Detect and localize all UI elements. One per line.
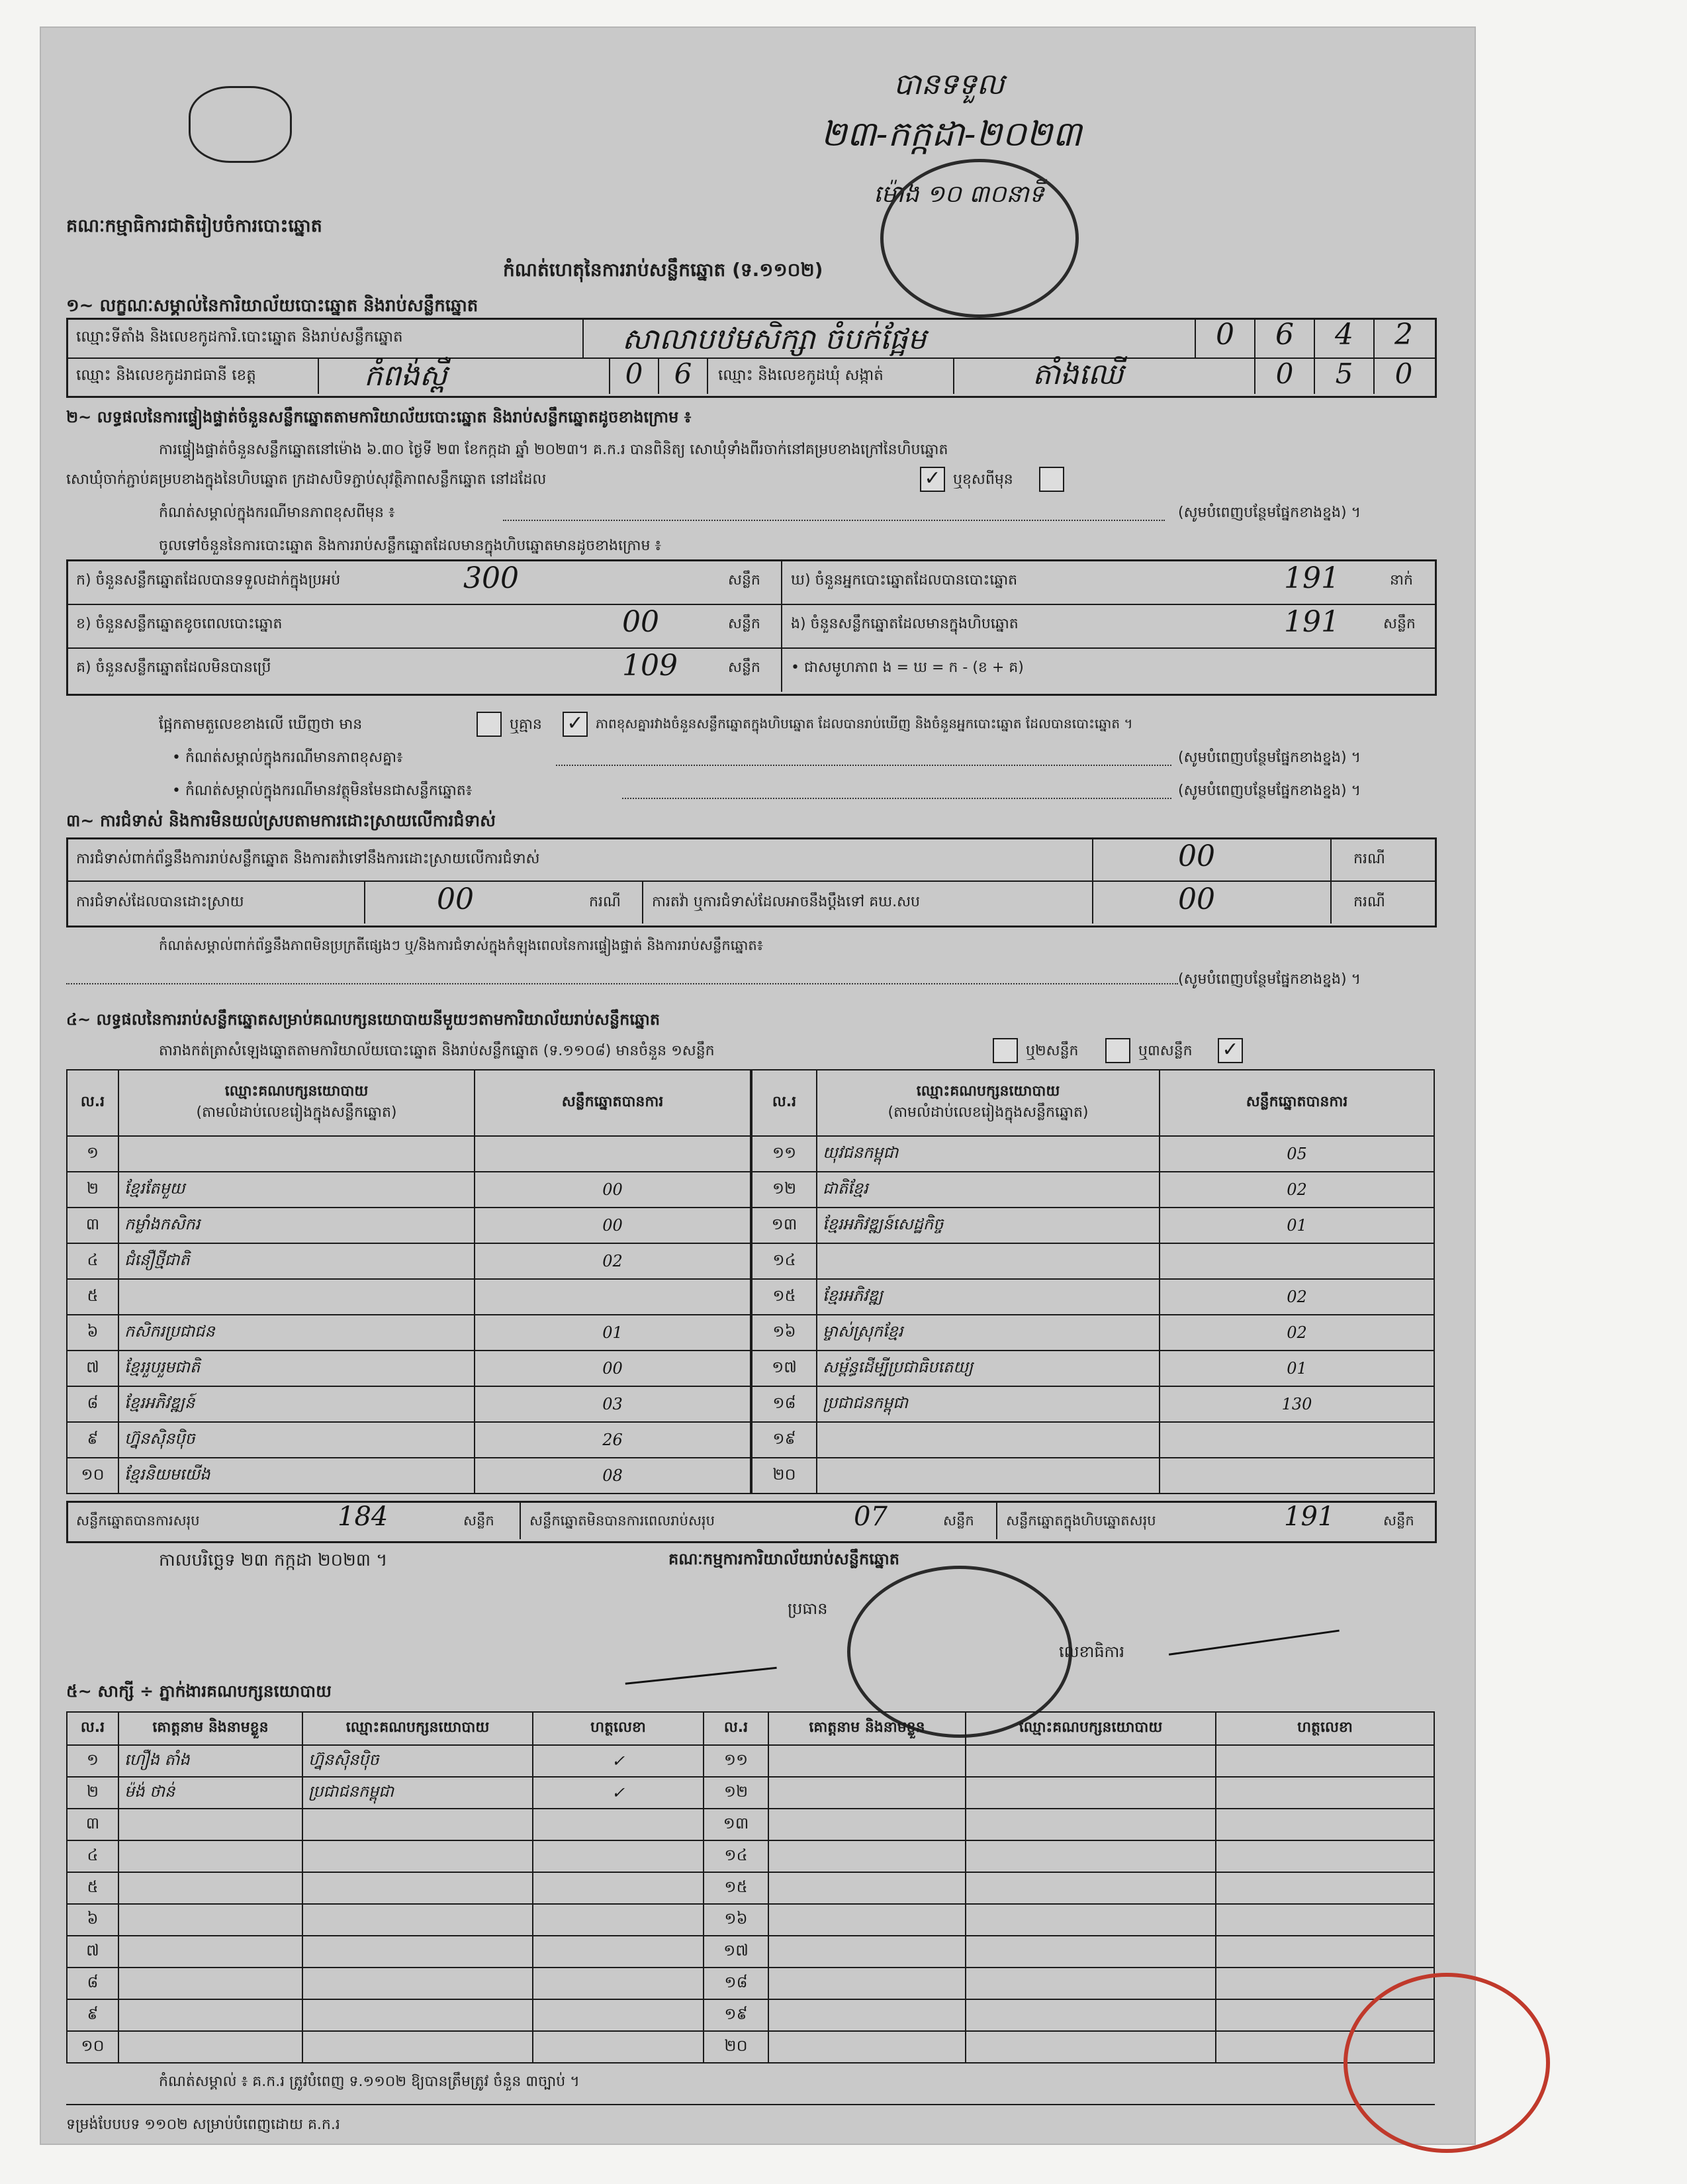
party-name: ខ្មែររួបរួមជាតិ: [118, 1351, 475, 1386]
handwritten-received: បានទទួល: [893, 68, 1005, 101]
table-row: [67, 1745, 1434, 1777]
table-row: [67, 1840, 1434, 1872]
gh-unit: នាក់: [1390, 572, 1413, 589]
row-no: ៥: [67, 1872, 118, 1904]
seal-changed-label: ឬខុសពីមុន: [953, 471, 1013, 488]
bullet2-fill: (សូមបំពេញបន្ថែមផ្នែកខាងខ្នង) ។: [1178, 783, 1361, 799]
row-no: ៨: [67, 1386, 118, 1422]
witness-party: [966, 2031, 1216, 2063]
witness-party: [966, 1777, 1216, 1809]
section1-row1-label: ឈ្មោះទីតាំង និងលេខកូដការិ.បោះឆ្នោត និងរាប់សន្លឹកឆ្នោត: [76, 328, 403, 346]
party-votes: 01: [475, 1315, 751, 1351]
total-box-label: សន្លឹកឆ្នោតក្នុងហិបឆ្នោតសរុប: [1006, 1513, 1156, 1529]
row-no: ១: [67, 1136, 118, 1172]
party-votes: 02: [1160, 1172, 1434, 1208]
table-row: [752, 1136, 1434, 1172]
row-no: ៩: [67, 1422, 118, 1458]
k-unit: សន្លឹក: [728, 572, 760, 589]
location-code: 0 6 4 2: [1195, 318, 1433, 357]
gh-label: ឃ) ចំនួនអ្នកបោះឆ្នោតដែលបានបោះឆ្នោត: [791, 572, 1018, 589]
row-no: ១៩: [752, 1422, 817, 1458]
section5-heading: ៥~ សាក្សី ÷ ភ្នាក់ងារគណបក្សនយោបាយ: [66, 1682, 332, 1701]
total-valid-label: សន្លឹកឆ្នោតបានការសរុប: [76, 1513, 200, 1529]
witness-sign: [1216, 1840, 1434, 1872]
witness-name: [768, 1999, 966, 2031]
party-votes: [1160, 1243, 1434, 1279]
table-row: [67, 1208, 751, 1243]
party-votes: 00: [475, 1172, 751, 1208]
witness-name: [768, 1904, 966, 1936]
objection-row2-label: ការជំទាស់ដែលបានដោះស្រាយ: [76, 894, 244, 910]
witness-name: [118, 1999, 302, 2031]
witness-party: [966, 1809, 1216, 1840]
results-table-left: [66, 1069, 751, 1494]
row-no: ១២: [752, 1172, 817, 1208]
witness-party: [302, 1936, 533, 1968]
formula: • ជាសមូហភាព ង = ឃ = ក - (ខ + គ): [791, 659, 1024, 676]
total-invalid-unit: សន្លឹក: [943, 1513, 974, 1529]
date-line: កាលបរិច្ឆេទ ២៣ កក្កដា ២០២៣ ។: [159, 1550, 388, 1570]
witness-name: [768, 1968, 966, 1999]
table-row: [752, 1243, 1434, 1279]
table-row: [67, 1458, 751, 1494]
party-name: ខ្មែរអភិវឌ្ឍន៍សេដ្ឋកិច្ច: [817, 1208, 1160, 1243]
witness-sign: [533, 2031, 704, 2063]
table-row: [752, 1351, 1434, 1386]
table-row: [67, 1872, 1434, 1904]
row-no: ៦: [67, 1904, 118, 1936]
discrepancy-yes-checkbox[interactable]: [477, 712, 502, 737]
table-row: [67, 1999, 1434, 2031]
section2-note1-fill: (សូមបំពេញបន្ថែមផ្នែកខាងខ្នង) ។: [1178, 504, 1361, 521]
row-no: ១៦: [704, 1904, 768, 1936]
section2-para4b: ឬគ្មាន: [510, 716, 542, 733]
row-no: ១០: [67, 2031, 118, 2063]
witness-sign: [1216, 1777, 1434, 1809]
ko-value: 109: [622, 649, 678, 683]
row-no: ១៨: [704, 1968, 768, 1999]
row-no: ១១: [752, 1136, 817, 1172]
witness-name: [118, 1809, 302, 1840]
row-no: ១៣: [752, 1208, 817, 1243]
k-value: 300: [463, 561, 519, 595]
table-row: [67, 1279, 751, 1315]
party-votes: 08: [475, 1458, 751, 1494]
witness-name: [118, 1968, 302, 1999]
witness-party: [302, 2031, 533, 2063]
witness-name: ម៉ង់ ថាន់: [118, 1777, 302, 1809]
party-name: ខ្មែរអភិវឌ្ឍន៍: [118, 1386, 475, 1422]
witness-name: [118, 2031, 302, 2063]
section2-para4a: ផ្អែកតាមតួលេខខាងលើ ឃើញថា មាន: [159, 716, 363, 733]
chair-signature: [619, 1614, 776, 1685]
sheets-1-checkbox[interactable]: [993, 1038, 1018, 1063]
table-row: [67, 1936, 1434, 1968]
witness-party: [966, 1840, 1216, 1872]
commune-name: តាំងឈើ: [1032, 357, 1124, 391]
witness-name: [768, 1872, 966, 1904]
row-no: ២: [67, 1172, 118, 1208]
bullet1-fill: (សូមបំពេញបន្ថែមផ្នែកខាងខ្នង) ។: [1178, 749, 1361, 766]
table-row: [752, 1458, 1434, 1494]
row-no: ១៦: [752, 1315, 817, 1351]
k-label: ក) ចំនួនសន្លឹកឆ្នោតដែលបានទទួលដាក់ក្នុងប្រអប់: [76, 572, 341, 589]
witness-name: [118, 1840, 302, 1872]
witness-sign: ✓: [533, 1745, 704, 1777]
section4-heading: ៤~ លទ្ធផលនៃការរាប់សន្លឹកឆ្នោតសម្រាប់គណបក្សនយោបាយនីមួយៗតាមការិយាល័យរាប់សន្លឹកឆ្នោត: [66, 1010, 661, 1029]
objection-row2b-unit: ករណី: [1353, 894, 1385, 910]
ng-value: 191: [1284, 605, 1340, 639]
handwritten-date: ២៣-កក្កដា-២០២៣: [821, 115, 1082, 154]
footer: ទម្រង់បែបបទ ១១០២ សម្រាប់បំពេញដោយ គ.ក.រ: [66, 2116, 340, 2133]
row-no: ៥: [67, 1279, 118, 1315]
col-party: ឈ្មោះគណបក្សនយោបាយ (តាមលំដាប់លេខរៀងក្នុងសន្លឹកឆ្នោត): [118, 1070, 475, 1136]
row-no: ១៥: [752, 1279, 817, 1315]
table-row: [67, 1136, 751, 1172]
kh-value: 00: [622, 605, 659, 639]
row-no: ១៤: [752, 1243, 817, 1279]
table-row: [67, 1777, 1434, 1809]
footnote: កំណត់សម្គាល់ ៖ គ.ក.រ ត្រូវបំពេញ ទ.១១០២ ឱ្យបានត្រឹមត្រូវ ចំនួន ៣ច្បាប់ ។: [159, 2073, 580, 2090]
witness-sign: [533, 1840, 704, 1872]
party-votes: 00: [475, 1208, 751, 1243]
col-votes: សន្លឹកឆ្នោតបានការ: [475, 1070, 751, 1136]
party-name: [118, 1279, 475, 1315]
section3-fill: (សូមបំពេញបន្ថែមផ្នែកខាងខ្នង) ។: [1178, 971, 1361, 988]
witness-sign: [533, 1904, 704, 1936]
witness-name: [118, 1936, 302, 1968]
total-box-unit: សន្លឹក: [1383, 1513, 1414, 1529]
witness-party: [966, 1999, 1216, 2031]
secretary-signature: [1162, 1584, 1340, 1655]
row-no: ២០: [752, 1458, 817, 1494]
total-valid-unit: សន្លឹក: [463, 1513, 494, 1529]
row-no: ១៧: [704, 1936, 768, 1968]
party-name: កសិករប្រជាជន: [118, 1315, 475, 1351]
party-name: [118, 1136, 475, 1172]
form-title: កំណត់ហេតុនៃការរាប់សន្លឹកឆ្នោត (ទ.១១០២): [503, 259, 823, 281]
witness-party: [302, 1872, 533, 1904]
party-votes: 130: [1160, 1386, 1434, 1422]
witness-name: [768, 1745, 966, 1777]
row-no: ២០: [704, 2031, 768, 2063]
section2-para4c: ភាពខុសគ្នារវាងចំនួនសន្លឹកឆ្នោតក្នុងហិបឆ្នោត ដែលបានរាប់ឃើញ និងចំនួនអ្នកបោះឆ្នោត ដែលបានបោះឆ្នោត ។: [596, 716, 1133, 732]
party-votes: 26: [475, 1422, 751, 1458]
party-votes: 02: [475, 1243, 751, 1279]
witness-name: [768, 2031, 966, 2063]
row-no: ១២: [704, 1777, 768, 1809]
table-row: [67, 1386, 751, 1422]
row-no: ១៨: [752, 1386, 817, 1422]
objection-row1-unit: ករណី: [1353, 851, 1385, 867]
party-votes: [475, 1136, 751, 1172]
table-row: [67, 1243, 751, 1279]
results-table-right: [751, 1069, 1435, 1494]
row-no: ១៧: [752, 1351, 817, 1386]
nec-emblem: [189, 86, 292, 163]
secretary-label: លេខាធិការ: [1059, 1642, 1125, 1661]
section1-heading: ១~ លក្ខណៈសម្គាល់នៃការិយាល័យបោះឆ្នោត និងរាប់សន្លឹកឆ្នោត: [66, 296, 479, 316]
witness-name: [768, 1936, 966, 1968]
row-no: ១: [67, 1745, 118, 1777]
witness-party: ហ្វ៊ុនស៊ិនប៉ិច: [302, 1745, 533, 1777]
objection-row2-value: 00: [437, 882, 474, 916]
row-no: ៤: [67, 1840, 118, 1872]
ng-label: ង) ចំនួនសន្លឹកឆ្នោតដែលមានក្នុងហិបឆ្នោត: [791, 616, 1019, 632]
witness-party: [302, 1840, 533, 1872]
party-name: [817, 1243, 1160, 1279]
witness-party: [302, 1809, 533, 1840]
table-row: [67, 2031, 1434, 2063]
party-votes: [475, 1279, 751, 1315]
section3-note: កំណត់សម្គាល់ពាក់ព័ន្ធនឹងភាពមិនប្រក្រតីផ្សេងៗ ឬ/និងការជំទាស់ក្នុងកំឡុងពេលនៃការផ្ទៀងផ្ទាត់ និងការរាប់សន្លឹកឆ្នោត៖: [159, 937, 763, 953]
witness-party: [966, 1872, 1216, 1904]
witness-name: [768, 1777, 966, 1809]
table-row: [67, 1904, 1434, 1936]
kh-label: ខ) ចំនួនសន្លឹកឆ្នោតខូចពេលបោះឆ្នោត: [76, 616, 283, 632]
receipt-stamp: [880, 159, 1079, 318]
party-name: ខ្មែរអភិវឌ្ឍ: [817, 1279, 1160, 1315]
objection-row2-unit: ករណី: [589, 894, 621, 910]
objection-row2b-value: 00: [1178, 882, 1215, 916]
witness-party: ប្រជាជនកម្ពុជា: [302, 1777, 533, 1809]
witness-party: [966, 1936, 1216, 1968]
committee-sign: គណៈកម្មការការិយាល័យរាប់សន្លឹកឆ្នោត: [668, 1550, 899, 1568]
witness-sign: [1216, 1904, 1434, 1936]
commune-code: 0 5 0: [1254, 357, 1433, 394]
table-row: [752, 1172, 1434, 1208]
witness-sign: [1216, 1936, 1434, 1968]
party-votes: 03: [475, 1386, 751, 1422]
party-name: ម្ចាស់ស្រុកខ្មែរ: [817, 1315, 1160, 1351]
section1-row2-label: ឈ្មោះ និងលេខកូដរាជធានី ខេត្ត: [76, 367, 256, 384]
witness-name: ហឿង តាំង: [118, 1745, 302, 1777]
section3-heading: ៣~ ការជំទាស់ និងការមិនយល់ស្របតាមការដោះស្រាយលើការជំទាស់: [66, 811, 496, 830]
row-no: ៤: [67, 1243, 118, 1279]
witness-sign: [533, 1872, 704, 1904]
party-name: ប្រជាជនកម្ពុជា: [817, 1386, 1160, 1422]
sheets-3-label: ឬ៣សន្លឹក: [1138, 1043, 1193, 1059]
table-row: [67, 1172, 751, 1208]
section2-para1: ការផ្ទៀងផ្ទាត់ចំនួនសន្លឹកឆ្នោតនៅម៉ោង ៦.៣០ ថ្ងៃទី ២៣ ខែកក្កដា ឆ្នាំ ២០២៣។ គ.ក.រ បានពិនិត្យ សោឃុំទាំងពីរចាក់នៅគម្របខាងក្រៅនៃហិបឆ្នោត: [159, 442, 948, 458]
party-name: ខ្មែរតែមួយ: [118, 1172, 475, 1208]
party-votes: 02: [1160, 1315, 1434, 1351]
party-name: ហ្វ៊ុនស៊ិនប៉ិច: [118, 1422, 475, 1458]
party-name: ជំនឿថ្មីជាតិ: [118, 1243, 475, 1279]
witness-party: [302, 1999, 533, 2031]
party-name: [817, 1458, 1160, 1494]
witness-name: [118, 1872, 302, 1904]
total-invalid-label: សន្លឹកឆ្នោតមិនបានការពេលរាប់សរុប: [529, 1513, 715, 1529]
witness-party: [302, 1904, 533, 1936]
party-votes: 01: [1160, 1351, 1434, 1386]
table-row: [67, 1351, 751, 1386]
table-row: [67, 1968, 1434, 1999]
party-name: យុវជនកម្ពុជា: [817, 1136, 1160, 1172]
section2-heading: ២~ លទ្ធផលនៃការផ្ទៀងផ្ទាត់ចំនួនសន្លឹកឆ្នោតតាមការិយាល័យបោះឆ្នោត និងរាប់សន្លឹកឆ្នោតដូចខាងក្រោម ៖: [66, 408, 692, 426]
province-code: 0 6: [609, 357, 708, 394]
seal-intact-checkbox[interactable]: ✓: [920, 467, 945, 492]
row-no: ១៣: [704, 1809, 768, 1840]
party-votes: [1160, 1458, 1434, 1494]
seal-changed-checkbox[interactable]: [1039, 467, 1064, 492]
row-no: ១៤: [704, 1840, 768, 1872]
bullet2: • កំណត់សម្គាល់ក្នុងករណីមានវត្ថុមិនមែនជាសន្លឹកឆ្នោត៖: [172, 783, 473, 799]
total-invalid-value: 07: [854, 1501, 888, 1532]
witness-sign: [1216, 1745, 1434, 1777]
party-name: ខ្មែរនិយមយើង: [118, 1458, 475, 1494]
section4-sub: តារាងកត់ត្រាសំឡេងឆ្នោតតាមការិយាល័យបោះឆ្នោត និងរាប់សន្លឹកឆ្នោត (ទ.១១០៨) មានចំនួន ១សន្លឹក: [159, 1043, 715, 1059]
table-row: [752, 1386, 1434, 1422]
witness-table: ល.រ គោត្តនាម និងនាមខ្លួន ឈ្មោះគណបក្សនយោបាយ ហត្ថលេខា ល.រ គោត្តនាម និងនាមខ្លួន ឈ្មោះគណបក្សនយោបាយ ហត្ថលេខា ១ ហឿង តាំង ហ្វ៊ុនស៊ិនប៉ិច ✓ ១១ ២ ម៉ង់ ថាន់ ប្រជាជនកម្ពុជា ✓ ១២ ៣ ១៣ ៤ ១៤ ៥ ១៥ ៦ ១៦ ៧ ១៧ ៨ ១៨ ៩ ១៩ ១០ ២០: [66, 1711, 1435, 2064]
chair-label: ប្រធាន: [788, 1599, 828, 1618]
party-votes: 02: [1160, 1279, 1434, 1315]
row-no: ២: [67, 1777, 118, 1809]
committee-header: គណៈកម្មាធិការជាតិរៀបចំការបោះឆ្នោត: [66, 216, 322, 236]
row-no: ១៩: [704, 1999, 768, 2031]
table-row: [752, 1208, 1434, 1243]
table-row: [752, 1279, 1434, 1315]
ko-unit: សន្លឹក: [728, 659, 760, 676]
col-no: ល.រ: [752, 1070, 817, 1136]
witness-name: [118, 1904, 302, 1936]
party-name: [817, 1422, 1160, 1458]
document-sheet: [40, 26, 1476, 2145]
row-no: ៣: [67, 1809, 118, 1840]
party-votes: 00: [475, 1351, 751, 1386]
ng-unit: សន្លឹក: [1383, 616, 1416, 632]
witness-sign: [1216, 1809, 1434, 1840]
objection-row1-label: ការជំទាស់ពាក់ព័ន្ធនឹងការរាប់សន្លឹកឆ្នោត និងការតវ៉ាទៅនឹងការដោះស្រាយលើការជំទាស់: [76, 851, 540, 867]
objection-row2b-label: ការតវ៉ា ឬការជំទាស់ដែលអាចនឹងប្ដឹងទៅ គឃ.សប: [652, 894, 921, 910]
col-party: ឈ្មោះគណបក្សនយោបាយ (តាមលំដាប់លេខរៀងក្នុងសន្លឹកឆ្នោត): [817, 1070, 1160, 1136]
table-row: [67, 1809, 1434, 1840]
row-no: ៧: [67, 1936, 118, 1968]
gh-value: 191: [1284, 561, 1340, 595]
row-no: ១១: [704, 1745, 768, 1777]
red-stamp: [1344, 1973, 1550, 2153]
table-row: [67, 1422, 751, 1458]
witness-party: [966, 1904, 1216, 1936]
party-name: សម្ព័ន្ធដើម្បីប្រជាធិបតេយ្យ: [817, 1351, 1160, 1386]
witness-sign: [533, 1999, 704, 2031]
witness-sign: ✓: [533, 1777, 704, 1809]
section2-note1: កំណត់សម្គាល់ក្នុងករណីមានភាពខុសពីមុន ៖: [159, 504, 395, 521]
row-no: ៩: [67, 1999, 118, 2031]
table-row: [67, 1315, 751, 1351]
row-no: ១០: [67, 1458, 118, 1494]
totals-row: [66, 1501, 1437, 1543]
bullet1: • កំណត់សម្គាល់ក្នុងករណីមានភាពខុសគ្នា៖: [172, 749, 403, 766]
total-box-value: 191: [1284, 1501, 1335, 1532]
witness-party: [966, 1745, 1216, 1777]
discrepancy-no-checkbox[interactable]: ✓: [563, 712, 588, 737]
row-no: ១៥: [704, 1872, 768, 1904]
location-name: សាលាបឋមសិក្សា ចំបក់ផ្អែម: [622, 322, 927, 356]
sheets-2-checkbox[interactable]: [1105, 1038, 1130, 1063]
table-row: [752, 1422, 1434, 1458]
witness-name: [768, 1809, 966, 1840]
total-valid-value: 184: [338, 1501, 388, 1532]
sheets-2-label: ឬ២សន្លឹក: [1026, 1043, 1079, 1059]
row-no: ៣: [67, 1208, 118, 1243]
witness-name: [768, 1840, 966, 1872]
province-name: កំពង់ស្ពឺ: [364, 359, 447, 393]
witness-sign: [1216, 1872, 1434, 1904]
party-votes: [1160, 1422, 1434, 1458]
sheets-3-checkbox[interactable]: ✓: [1218, 1038, 1243, 1063]
ko-label: គ) ចំនួនសន្លឹកឆ្នោតដែលមិនបានប្រើ: [76, 659, 271, 676]
witness-party: [302, 1968, 533, 1999]
party-votes: 01: [1160, 1208, 1434, 1243]
witness-sign: [533, 1968, 704, 1999]
row-no: ៨: [67, 1968, 118, 1999]
objection-row1-value: 00: [1178, 839, 1215, 873]
party-name: ជាតិខ្មែរ: [817, 1172, 1160, 1208]
witness-sign: [533, 1809, 704, 1840]
row-no: ៦: [67, 1315, 118, 1351]
col-votes: សន្លឹកឆ្នោតបានការ: [1160, 1070, 1434, 1136]
witness-sign: [533, 1936, 704, 1968]
witness-party: [966, 1968, 1216, 1999]
party-name: កម្លាំងកសិករ: [118, 1208, 475, 1243]
table-row: [752, 1315, 1434, 1351]
kh-unit: សន្លឹក: [728, 616, 760, 632]
section2-para2: សោឃុំចាក់ភ្ជាប់គម្របខាងក្នុងនៃហិបឆ្នោត ក្រដាសបិទភ្ជាប់សុវត្ថិភាពសន្លឹកឆ្នោត នៅដដែល: [66, 471, 547, 488]
col-no: ល.រ: [67, 1070, 118, 1136]
party-votes: 05: [1160, 1136, 1434, 1172]
handwritten-time: ម៉ោង ១០ ៣០នាទី: [874, 181, 1044, 208]
section1-row2b-label: ឈ្មោះ និងលេខកូដឃុំ សង្កាត់: [718, 367, 884, 384]
section2-para3: ចូលទៅចំនួននៃការបោះឆ្នោត និងការរាប់សន្លឹកឆ្នោតដែលមានក្នុងហិបឆ្នោតមានដូចខាងក្រោម ៖: [159, 538, 662, 554]
row-no: ៧: [67, 1351, 118, 1386]
